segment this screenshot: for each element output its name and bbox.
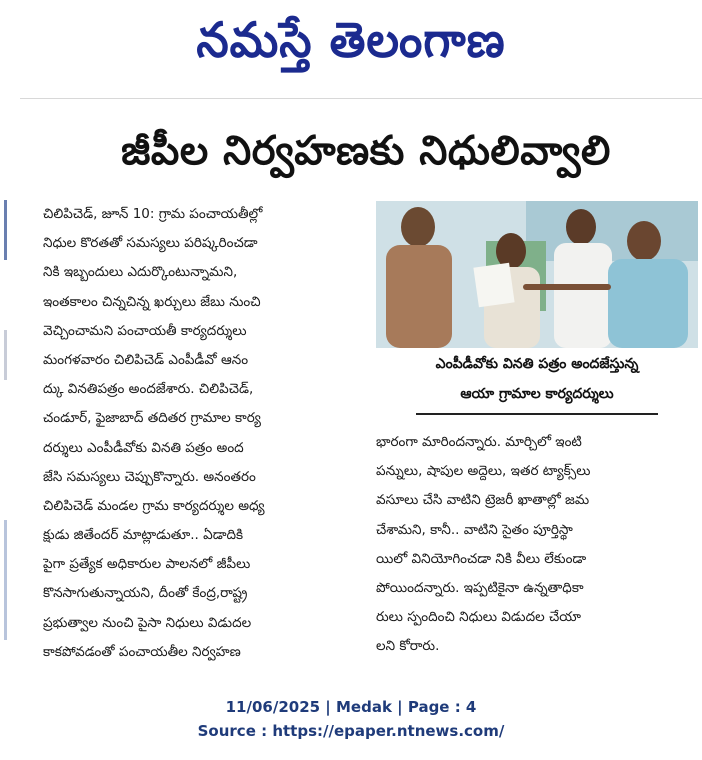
news-photo (376, 201, 698, 348)
footer-source-link[interactable]: Source : https://epaper.ntnews.com/ (197, 722, 505, 740)
body-line: కొనసాగుతున్నాయని, దీంతో కేంద్ర,రాష్ట్ర (43, 585, 248, 602)
body-line: యిలో వినియోగించడా నికి వీలు లేకుండా (376, 550, 587, 567)
article-body-left (43, 200, 365, 667)
body-line: మంగళవారం చిలిపిచెడ్ ఎంపీడీవో ఆనం (43, 351, 249, 368)
masthead (0, 0, 702, 92)
body-line: నికి ఇబ్బందులు ఎదుర్కొంటున్నామని, (43, 264, 238, 281)
masthead-logo-text: నమస్తే తెలంగాణ (196, 11, 506, 69)
body-line: ఇంతకాలం చిన్నచిన్న ఖర్చులు జేబు నుంచి (43, 293, 261, 310)
photo-caption (376, 349, 698, 415)
body-line: కాకపోవడంతో పంచాయతీల నిర్వహణ (43, 643, 241, 660)
body-line: చిలిపిచెడ్, జూన్ 10: గ్రామ పంచాయతీల్లో (43, 206, 263, 222)
body-line: చేశామని, కానీ.. వాటిని సైతం పూర్తిస్థా (376, 521, 573, 538)
page-edge-mark (4, 330, 7, 380)
body-line: ద్కు వినతిపత్రం అందజేశారు. చిలిపిచెడ్, (43, 381, 254, 398)
body-line: ప్రభుత్వాల నుంచి పైసా నిధులు విడుదల (43, 614, 252, 631)
body-line: వసూలు చేసి వాటిని ట్రెజరీ ఖాతాల్లో జమ (376, 492, 590, 509)
body-line: పన్నులు, షాపుల అద్దెలు, ఇతర ట్యాక్స్‌లు (376, 463, 591, 480)
article-body-right (376, 428, 698, 662)
body-line: రులు స్పందించి నిధులు విడుదల చేయా (376, 609, 581, 626)
body-line: జేసి సమస్యలు చెప్పుకొన్నారు. అనంతరం (43, 468, 256, 485)
body-line: భారంగా మారిందన్నారు. మార్చిలో ఇంటి (376, 434, 582, 450)
footer-edition-info: 11/06/2025 | Medak | Page : 4 (225, 698, 477, 716)
page-edge-mark (4, 200, 7, 260)
caption-line: ఆయా గ్రామాల కార్యదర్శులు (460, 386, 614, 402)
body-line: నిధుల కొరతతో సమస్యలు పరిష్కరించడా (43, 235, 258, 252)
page-edge-mark (4, 520, 7, 640)
news-photo-illustration (376, 201, 698, 348)
body-line: దర్శులు ఎంపీడీవోకు వినతి పత్రం అంద (43, 439, 244, 456)
article-headline: జీపీల నిర్వహణకు నిధులివ్వాలి (121, 128, 611, 174)
body-line: వెచ్చించామని పంచాయతీ కార్యదర్శులు (43, 322, 247, 339)
body-line: పోయిందన్నారు. ఇప్పటికైనా ఉన్నతాధికా (376, 579, 584, 596)
body-line: క్షుడు జితేందర్ మాట్లాడుతూ.. ఏడాదికి (43, 527, 244, 544)
caption-underline (416, 413, 658, 415)
caption-line: ఎంపీడీవోకు వినతి పత్రం అందజేస్తున్న (435, 356, 639, 372)
body-line: పైగా ప్రత్యేక అధికారుల పాలనలో జీపీలు (43, 556, 251, 573)
body-line: చిలిపిచెడ్ మండల గ్రామ కార్యదర్శుల అధ్య (43, 497, 265, 514)
body-line: చండూర్, ఫైజాబాద్ తదితర గ్రామాల కార్య (43, 410, 261, 427)
body-line: లని కోరారు. (376, 638, 440, 655)
